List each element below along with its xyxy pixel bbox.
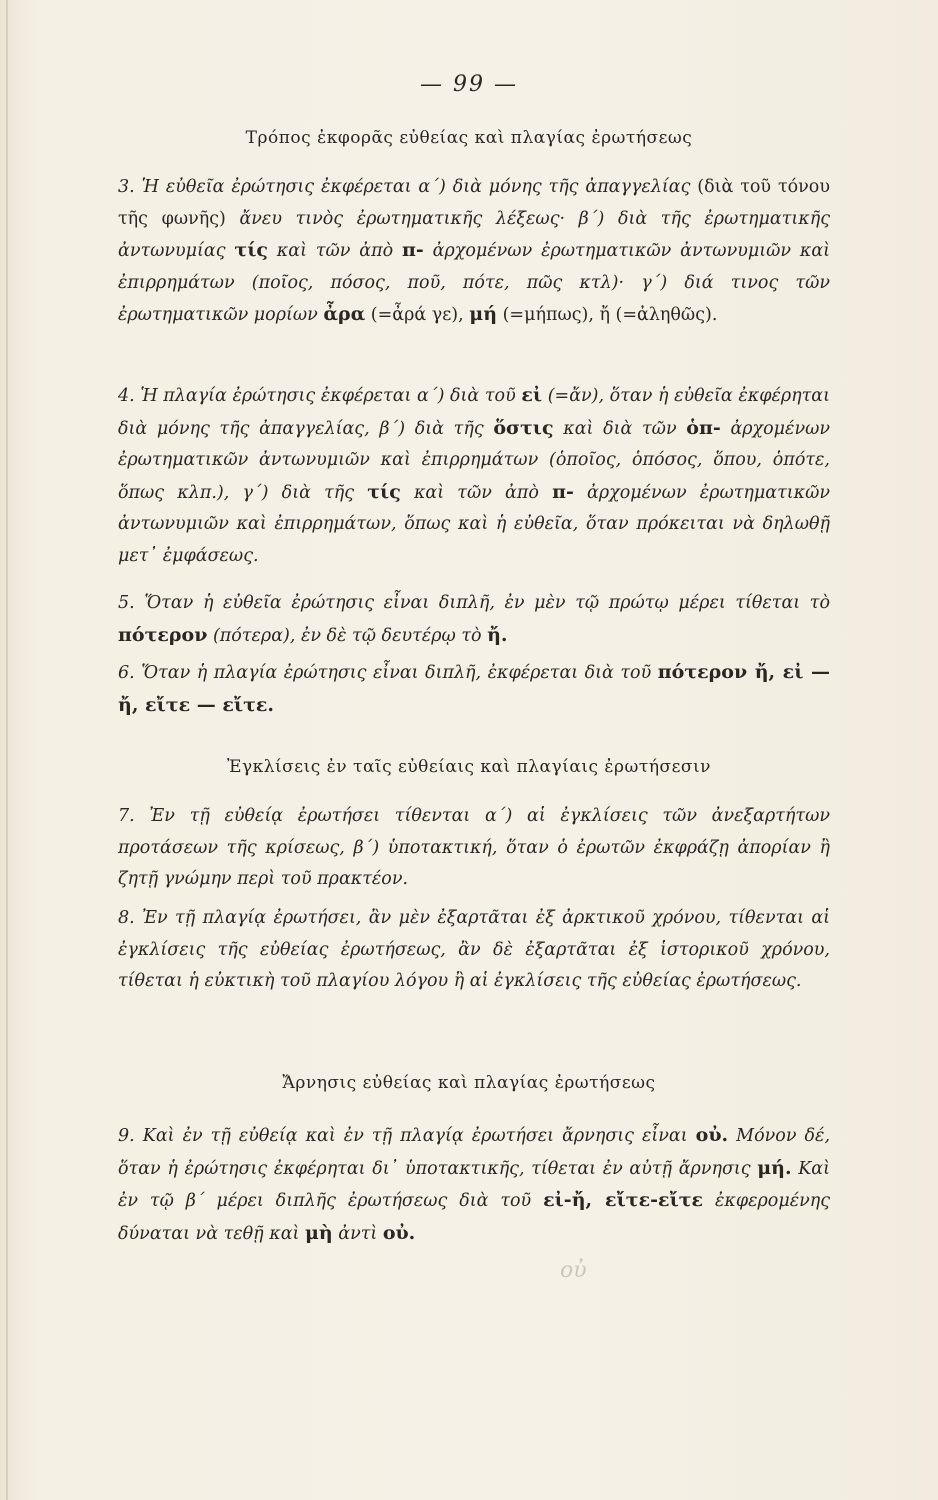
paragraph-7 <box>118 801 830 896</box>
text-run: 3. Ἡ εὐθεῖα ἐρώτησις ἐκφέρεται α΄) διὰ μόνης τῆς ἀπαγγελίας <box>118 177 698 197</box>
text-run: Μόνον δέ, ὅταν ἡ ἐρώτησις ἐκφέρηται δι᾽ ὑποτακτικῆς, τίθεται ἐν αὐτῇ ἄρνησις <box>118 1126 831 1179</box>
text-run: καὶ τῶν ἀπὸ <box>267 241 402 262</box>
paragraph-6 <box>118 657 830 722</box>
paragraph-3 <box>118 172 830 332</box>
text-run: 8. Ἐν τῇ πλαγίᾳ ἐρωτήσει, ἂν μὲν ἐξαρτᾶται ἐξ ἀρκτικοῦ χρόνου, τίθενται αἱ ἐγκλίσεις τῆς εὐθείας ἐρωτήσεως, ἂν δὲ ἐξαρτᾶται ἐξ ἱστορικοῦ χρόνου, τίθεται ἡ εὐκτικὴ τοῦ πλαγίου λόγου ἢ αἱ ἐγκλίσεις τῆς εὐθείας ἐρωτήσεως. <box>118 908 830 992</box>
text-run: ἄνευ τινὸς ἐρωτηματικῆς λέξεως· β΄) διὰ τῆς ἐρωτηματικῆς ἀντωνυμίας <box>118 208 830 262</box>
text-run: ἀρχομένων ἐρωτηματικῶν ἀντωνυμιῶν καὶ ἐπιρρημάτων (ποῖος, πόσος, ποῦ, πότε, πῶς κτλ)· γ΄) διά τινος τῶν ἐρωτηματικῶν μορίων <box>118 241 831 326</box>
section-heading-interrogative-forms: Τρόπος ἐκφορᾶς εὐθείας καὶ πλαγίας ἐρωτήσεως <box>245 128 693 148</box>
text-run: (=μήπως), ἤ (=ἀληθῶς). <box>502 305 718 326</box>
bold-term: εἰ <box>521 384 543 406</box>
text-run: Καὶ ἐν τῷ β΄ μέρει διπλῆς ἐρωτήσεως διὰ τοῦ <box>118 1158 830 1212</box>
text-run: ἀντὶ <box>332 1223 383 1244</box>
text-run: 4. Ἡ πλαγία ἐρώτησις ἐκφέρεται α΄) διὰ τοῦ <box>118 386 522 406</box>
paragraph-9 <box>118 1120 830 1250</box>
paragraph-5 <box>118 588 830 652</box>
text-run: (πότερα), ἐν δὲ τῷ δευτέρῳ τὸ <box>207 625 488 646</box>
bold-term: μὴ <box>304 1221 333 1244</box>
text-run: ἀρχομένων ἐρωτηματικῶν ἀντωνυμιῶν καὶ ἐπιρρημάτων, ὅπως καὶ ἡ εὐθεῖα, ὅταν πρόκειται νὰ δηλωθῇ μετ᾽ ἐμφάσεως. <box>118 482 830 566</box>
bold-term: οὐ. <box>695 1124 729 1146</box>
text-run: καὶ τῶν ἀπὸ <box>400 482 553 503</box>
bold-term: π- <box>402 239 424 262</box>
paragraph-4 <box>118 380 830 573</box>
text-run: 6. Ὅταν ἡ πλαγία ἐρώτησις εἶναι διπλῆ, ἐκφέρεται διὰ τοῦ <box>118 663 658 683</box>
bold-term: ἤ. <box>487 623 508 646</box>
text-run: (=ἆρά γε), <box>370 305 464 326</box>
bold-term: πότερον ἤ, εἰ — ἤ, εἴτε — εἴτε. <box>118 661 830 716</box>
bold-term: μή <box>469 303 498 326</box>
bold-term: οὐ. <box>382 1221 416 1244</box>
pencil-annotation: οὐ <box>560 1258 587 1283</box>
page-number: — 99 — <box>420 72 518 97</box>
section-heading-moods: Ἐγκλίσεις ἐν ταῖς εὐθείαις καὶ πλαγίαις ἐρωτήσεσιν <box>226 757 712 777</box>
bold-term: ὅστις <box>493 416 554 439</box>
bold-term: τίς <box>367 480 401 503</box>
bold-term: ὁπ- <box>686 416 721 439</box>
bold-term: π- <box>552 480 574 503</box>
text-run: (διὰ τοῦ τόνου τῆς φωνῆς) <box>118 177 830 229</box>
text-run: (=ἄν), ὅταν ἡ εὐθεῖα ἐκφέρηται διὰ μόνης τῆς ἀπαγγελίας, β΄) διὰ τῆς <box>118 386 830 439</box>
section-heading-negation: Ἄρνησις εὐθείας καὶ πλαγίας ἐρωτήσεως <box>282 1073 656 1093</box>
bold-term: πότερον <box>118 623 208 646</box>
text-run: ἐκφερομένης δύναται νὰ τεθῇ καὶ <box>118 1191 831 1244</box>
page-edge <box>6 0 8 1500</box>
bold-term: ἆρα <box>323 303 366 326</box>
paragraph-8 <box>118 903 830 998</box>
text-run: 7. Ἐν τῇ εὐθείᾳ ἐρωτήσει τίθενται α΄) αἱ ἐγκλίσεις τῶν ἀνεξαρτήτων προτάσεων τῆς κρίσεως, β΄) ὑποτακτική, ὅταν ὁ ἐρωτῶν ἐκφράζῃ ἀπορίαν ἢ ζητῇ γνώμην περὶ τοῦ πρακτέον. <box>118 806 830 890</box>
bold-term: τίς <box>234 239 268 262</box>
text-run: 9. Καὶ ἐν τῇ εὐθείᾳ καὶ ἐν τῇ πλαγίᾳ ἐρωτήσει ἄρνησις εἶναι <box>118 1126 696 1146</box>
bold-term: εἰ-ἤ, εἴτε-εἴτε <box>543 1189 704 1212</box>
text-run: ἀρχομένων ἐρωτηματικῶν ἀντωνυμιῶν καὶ ἐπιρρημάτων (ὁποῖος, ὁπόσος, ὅπου, ὁπότε, ὅπως κλπ.), γ΄) διὰ τῆς <box>118 418 830 503</box>
text-run: καὶ διὰ τῶν <box>553 418 687 439</box>
text-run: 5. Ὅταν ἡ εὐθεῖα ἐρώτησις εἶναι διπλῆ, ἐν μὲν τῷ πρώτῳ μέρει τίθεται τὸ <box>118 593 830 613</box>
bold-term: μή. <box>757 1156 792 1179</box>
